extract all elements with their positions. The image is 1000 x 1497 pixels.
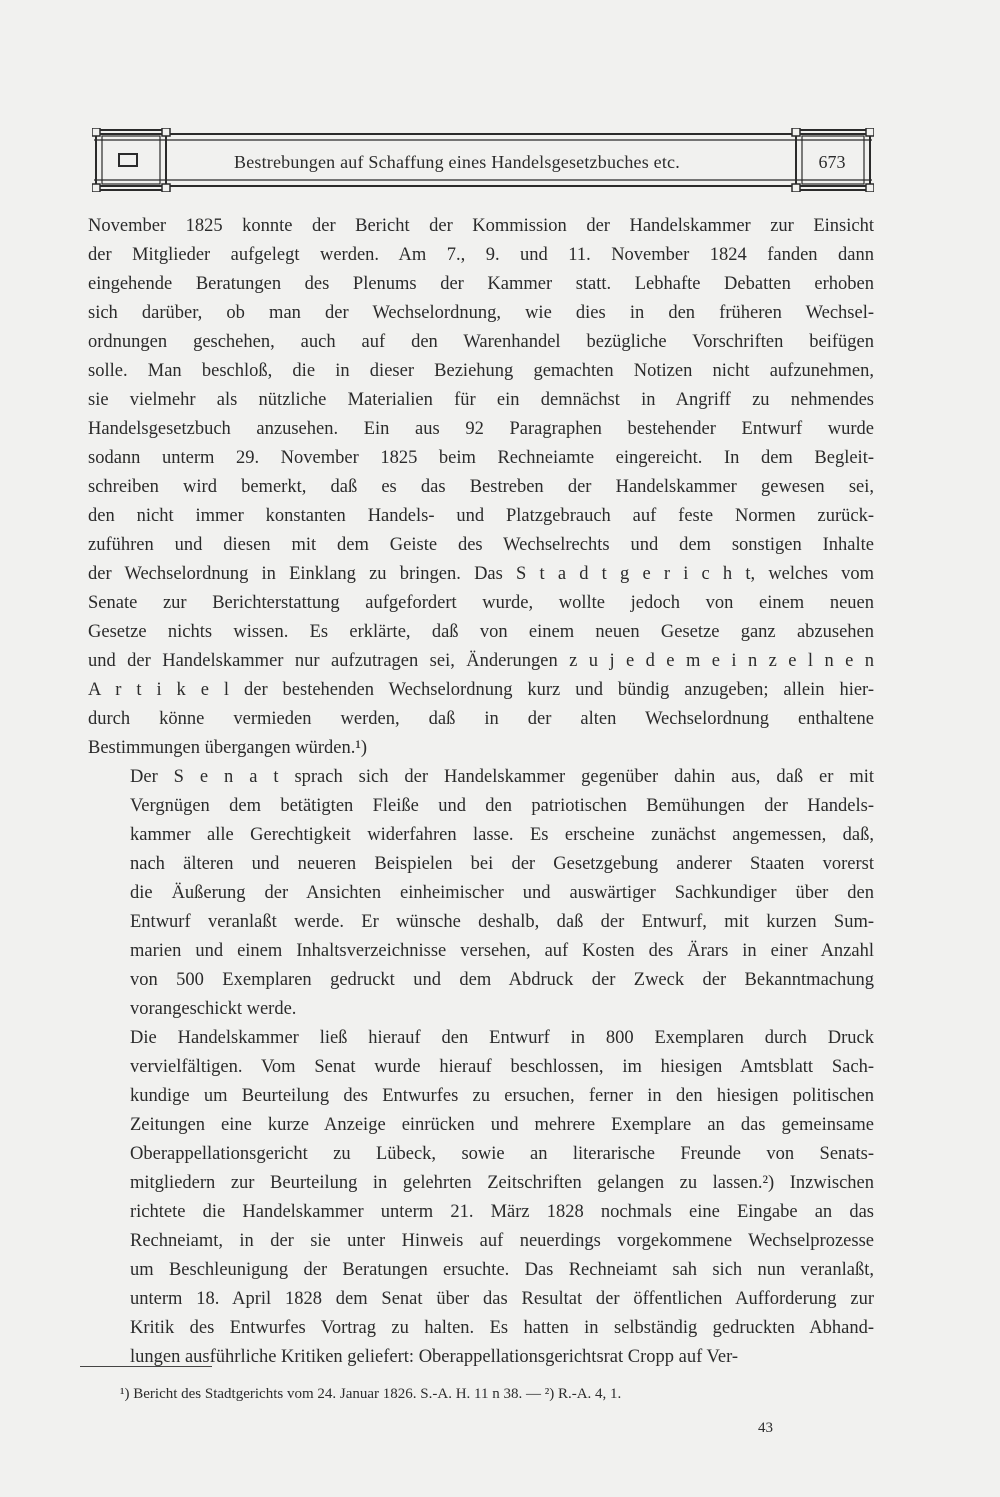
text-line: Die Handelskammer ließ hierauf den Entwurf in 800 Exemplaren durch Druck (130, 1028, 874, 1048)
text-line: eingehende Beratungen des Plenums der Kammer statt. Lebhafte Debatten erhoben (88, 274, 874, 294)
text-line: sodann unterm 29. November 1825 beim Rechneiamte eingereicht. In dem Begleit- (88, 448, 874, 468)
text-line: lungen ausführliche Kritiken geliefert: Oberappellationsgerichtsrat Cropp auf Ver- (130, 1347, 739, 1367)
text-line: von 500 Exemplaren gedruckt und dem Abdruck der Zweck der Bekanntmachung (130, 970, 874, 990)
text-line: schreiben wird bemerkt, daß es das Bestreben der Handelskammer gewesen sei, (88, 477, 874, 497)
text-line: Senate zur Berichterstattung aufgefordert wurde, wollte jedoch von einem neuen (88, 593, 874, 613)
text-line: mitgliedern zur Beurteilung in gelehrten Zeitschriften gelangen zu lassen.²) Inzwischen (130, 1173, 874, 1193)
text-line: kammer alle Gerechtigkeit widerfahren lasse. Es erscheine zunächst angemessen, daß, (130, 825, 874, 845)
text-line: der Mitglieder aufgelegt werden. Am 7., 9. und 11. November 1824 fanden dann (88, 245, 874, 265)
text-line: November 1825 konnte der Bericht der Kommission der Handelskammer zur Einsicht (88, 216, 874, 236)
running-title: Bestrebungen auf Schaffung eines Handelsgesetzbuches etc. (234, 152, 680, 172)
text-line: sie vielmehr als nützliche Materialien für ein demnächst in Angriff zu nehmendes (88, 390, 874, 410)
text-line: vervielfältigen. Vom Senat wurde hierauf beschlossen, im hiesigen Amtsblatt Sach- (130, 1057, 874, 1077)
text-line: Gesetze nichts wissen. Es erklärte, daß von einem neuen Gesetze ganz abzusehen (88, 622, 874, 642)
text-line: Handelsgesetzbuch anzusehen. Ein aus 92 Paragraphen bestehender Entwurf wurde (88, 419, 874, 439)
text-line: Der S e n a t sprach sich der Handelskammer gegenüber dahin aus, daß er mit (130, 767, 874, 787)
body-text (88, 212, 874, 1372)
header-ornament-box-icon (118, 153, 138, 167)
text-line: Bestimmungen übergangen würden.¹) (88, 738, 368, 758)
paragraph (88, 212, 874, 763)
text-line: den nicht immer konstanten Handels- und Platzgebrauch auf feste Normen zurück- (88, 506, 874, 526)
text-line: Zeitungen eine kurze Anzeige einrücken und mehrere Exemplare an das gemeinsame (130, 1115, 874, 1135)
text-line: die Äußerung der Ansichten einheimischer und auswärtiger Sachkundiger über den (130, 883, 874, 903)
paragraph (88, 763, 874, 1024)
text-line: um Beschleunigung der Beratungen ersuchte. Das Rechneiamt sah sich nun veranlaßt, (130, 1260, 874, 1280)
text-line: Oberappellationsgericht zu Lübeck, sowie an literarische Freunde von Senats- (130, 1144, 874, 1164)
footnote: ¹) Bericht des Stadtgerichts vom 24. Januar 1826. S.-A. H. 11 n 38. — ²) R.-A. 4, 1. (120, 1386, 622, 1402)
text-line: A r t i k e l der bestehenden Wechselordnung kurz und bündig anzugeben; allein hier- (88, 680, 874, 700)
text-line: Vergnügen dem betätigten Fleiße und den patriotischen Bemühungen der Handels- (130, 796, 874, 816)
text-line: durch könne vermieden werden, daß in der alten Wechselordnung enthaltene (88, 709, 874, 729)
text-line: Kritik des Entwurfes Vortrag zu halten. Es hatten in selbständig gedruckten Abhand- (130, 1318, 874, 1338)
text-line: ordnungen geschehen, auch auf den Warenhandel bezügliche Vorschriften beifügen (88, 332, 874, 352)
text-line: sich darüber, ob man der Wechselordnung, wie dies in den früheren Wechsel- (88, 303, 874, 323)
text-line: nach älteren und neueren Beispielen bei der Gesetzgebung anderer Staaten vorerst (130, 854, 874, 874)
text-line: zuführen und diesen mit dem Geiste des Wechselrechts und dem sonstigen Inhalte (88, 535, 874, 555)
text-line: richtete die Handelskammer unterm 21. März 1828 nochmals eine Eingabe an das (130, 1202, 874, 1222)
paragraph (88, 1024, 874, 1372)
text-line: Entwurf veranlaßt werde. Er wünsche deshalb, daß der Entwurf, mit kurzen Sum- (130, 912, 874, 932)
text-line: und der Handelskammer nur aufzutragen sei, Änderungen z u j e d e m e i n z e l n e n (88, 651, 874, 671)
text-line: kundige um Beurteilung des Entwurfes zu ersuchen, ferner in den hiesigen politischen (130, 1086, 874, 1106)
page-signature: 43 (758, 1420, 773, 1436)
footnote-divider (80, 1366, 212, 1367)
page-number: 673 (818, 152, 846, 172)
text-line: marien und einem Inhaltsverzeichnisse versehen, auf Kosten des Ärars in einer Anzahl (130, 941, 874, 961)
text-line: vorangeschickt werde. (130, 999, 297, 1019)
running-header (92, 128, 874, 192)
text-line: solle. Man beschloß, die in dieser Beziehung gemachten Notizen nicht aufzunehmen, (88, 361, 874, 381)
text-line: unterm 18. April 1828 dem Senat über das Resultat der öffentlichen Aufforderung zur (130, 1289, 874, 1309)
text-line: der Wechselordnung in Einklang zu bringen. Das S t a d t g e r i c h t, welches vom (88, 564, 874, 584)
text-line: Rechneiamt, in der sie unter Hinweis auf neuerdings vorgekommene Wechselprozesse (130, 1231, 874, 1251)
